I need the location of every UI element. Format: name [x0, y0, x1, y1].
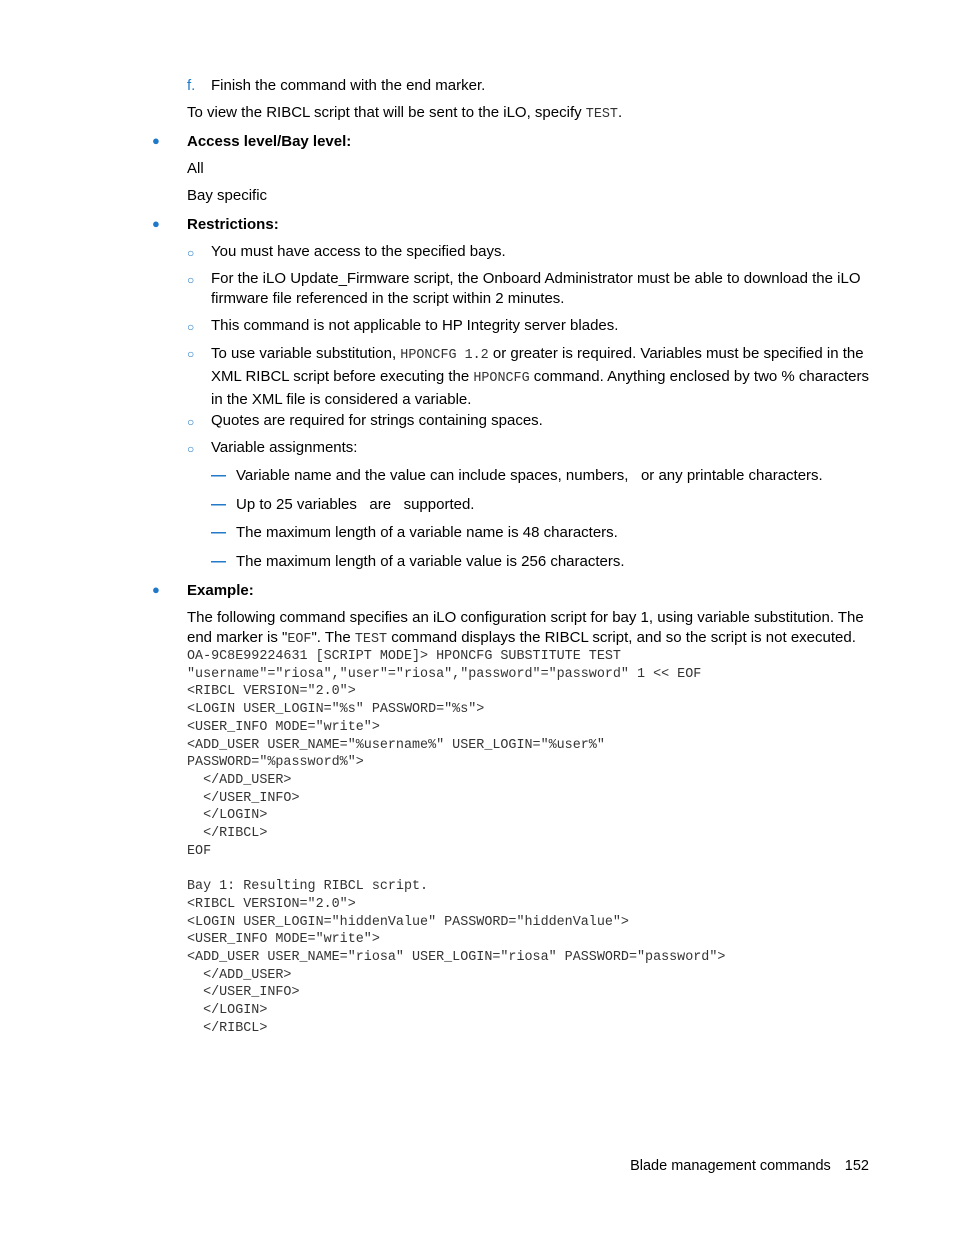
code-example: OA-9C8E99224631 [SCRIPT MODE]> HPONCFG SUBSTITUTE TEST "username"="riosa","user"="riosa","password"="password" 1 << EOF <RIBCL VERSION="2.0"> <LOGIN USER_LOGIN="%s" PASSWORD="%s"> <USER_INFO MODE="write"> <ADD_USER USER_NAME="%username%" USER_LOGIN="%user%" PASSWORD="%password%"> </ADD_USER> </USER_INFO> </LOGIN> </RIBCL> EOF Bay 1: Resulting RIBCL script. <RIBCL VERSION="2.0"> <LOGIN USER_LOGIN="hiddenValue" PASSWORD="hiddenValue"> <USER_INFO MODE="write"> <ADD_USER USER_NAME="riosa" USER_LOGIN="riosa" PASSWORD="password"> </ADD_USER> </USER_INFO> </LOGIN> </RIBCL>	[187, 649, 726, 1036]
variable-rule: The maximum length of a variable value is 256 characters.	[236, 553, 625, 570]
variable-rule: Up to 25 variables are supported.	[236, 496, 475, 513]
access-heading: Access level/Bay level:	[187, 133, 352, 150]
variable-rule: Variable name and the value can include spaces, numbers, or any printable characters.	[236, 467, 823, 484]
bullet-icon: ●	[152, 216, 160, 231]
circle-bullet-icon: ○	[187, 320, 195, 334]
step-marker: f.	[187, 77, 196, 94]
restriction-item: Quotes are required for strings containing spaces.	[211, 412, 543, 429]
bullet-icon: ●	[152, 582, 160, 597]
page-footer	[630, 1158, 869, 1174]
variable-rule: The maximum length of a variable name is 48 characters.	[236, 524, 618, 541]
access-value-bay: Bay specific	[187, 187, 268, 204]
view-note: To view the RIBCL script that will be sent to the iLO, specify TEST.	[187, 104, 623, 122]
circle-bullet-icon: ○	[187, 415, 195, 429]
circle-bullet-icon: ○	[187, 347, 195, 361]
circle-bullet-icon: ○	[187, 273, 195, 287]
example-intro: The following command specifies an iLO configuration script for bay 1, using variable substitution. The end marker is "EOF". The TEST command displays the RIBCL script, and so the script is not executed.	[187, 609, 864, 647]
footer-section: Blade management commands	[630, 1158, 831, 1174]
dash-bullet-icon: —	[211, 496, 226, 513]
circle-bullet-icon: ○	[187, 442, 195, 456]
restriction-item: This command is not applicable to HP Integrity server blades.	[211, 317, 619, 334]
dash-bullet-icon: —	[211, 553, 226, 570]
restriction-item: You must have access to the specified bays.	[211, 243, 506, 260]
dash-bullet-icon: —	[211, 467, 226, 484]
step-f-text: Finish the command with the end marker.	[211, 77, 486, 94]
access-value-all: All	[187, 160, 204, 177]
restriction-item: Variable assignments:	[211, 439, 358, 456]
restriction-item: To use variable substitution, HPONCFG 1.2 or greater is required. Variables must be specified in the XML RIBCL script before executing the HPONCFG command. Anything enclosed by two % characters in the XML file is considered a variable.	[211, 345, 869, 408]
restriction-item: For the iLO Update_Firmware script, the Onboard Administrator must be able to download the iLO firmware file referenced in the script within 2 minutes.	[211, 270, 861, 307]
circle-bullet-icon: ○	[187, 246, 195, 260]
example-heading: Example:	[187, 582, 254, 599]
dash-bullet-icon: —	[211, 524, 226, 541]
page-number: 152	[844, 1158, 869, 1174]
bullet-icon: ●	[152, 133, 160, 148]
restrictions-heading: Restrictions:	[187, 216, 279, 233]
